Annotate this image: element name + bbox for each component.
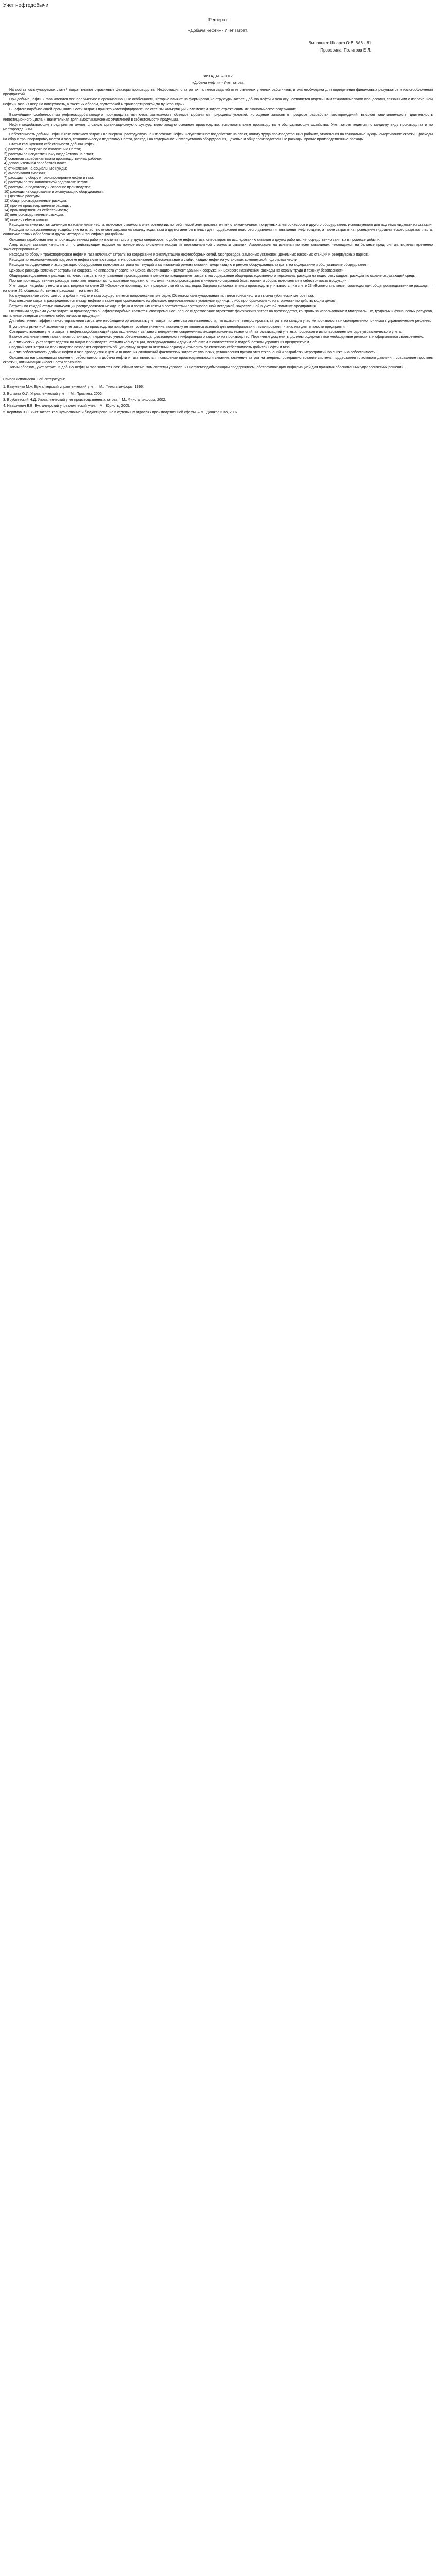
- references-list: [3, 385, 433, 414]
- paragraph: Расходы по сбору и транспортировке нефти и газа включают затраты на содержание и эксплуатацию нефтесборных сетей, газопроводов, замерных установок, дожимных насосных станций и резервуарных парков.: [9, 253, 369, 257]
- paragraph: Для обеспечения эффективного управления затратами необходимо организовать учет затрат по центрам ответственности, что позволяет контролировать затраты на каждом участке производства и своевременно принимать управленческие решения.: [9, 319, 431, 324]
- reference-item: 5. Керимов В.Э. Учет затрат, калькулирование и бюджетирование в отдельных отраслях производственной сферы. – М.: Дашков и Ко, 2007.: [3, 410, 239, 414]
- page-title: Учет нефтедобычи: [3, 3, 49, 8]
- paragraph: Калькулирование себестоимости добычи нефти и газа осуществляется попроцессным методом. Объектом калькулирования является тонна нефти и тысяча кубических метров газа.: [9, 294, 315, 298]
- paragraph: В нефтегазодобывающей промышленности затраты принято классифицировать по статьям калькуляции и элементам затрат, отражающим их экономическое содержание.: [9, 108, 298, 112]
- checker-name: Политова Е.Л.: [343, 48, 371, 53]
- city-year: ФИГАДАН – 2012: [203, 74, 233, 78]
- list-item: 11) цеховые расходы;: [4, 195, 41, 199]
- paragraph: Важное значение имеет правильная организация первичного учета, обеспечивающая достоверность информации о затратах на производство. Первичные документы должны содержать все необходимые реквизиты и оформляться своевременно.: [9, 335, 424, 339]
- list-item: 16) полная себестоимость.: [4, 218, 49, 222]
- author-name: Шпарко О.В. 8А6 - 81: [330, 41, 371, 46]
- paragraph: Комплексные затраты распределяются между нефтью и газом пропорционально их объемам, пересчитанным в условные единицы, либо пропорционально их стоимости по действующим ценам.: [9, 299, 337, 303]
- references: [3, 377, 433, 415]
- reference-item: 3. Врублевский Н.Д. Управленческий учет производственных затрат. – М.: Финстатинформ, 2002.: [3, 398, 166, 402]
- checker-line: [3, 48, 371, 53]
- paragraph: Расходы на содержание и эксплуатацию оборудования включают затраты на текущий и капитальный ремонт скважин, амортизацию и ремонт оборудования, затраты на содержание и обслуживание оборудования.: [9, 263, 369, 267]
- paragraph: Прочие производственные расходы включают платежи за пользование недрами, отчисления на воспроизводство минерально-сырьевой базы, налоги и сборы, включаемые в себестоимость продукции.: [9, 279, 348, 283]
- reference-item: 4. Ивашкевич В.Б. Бухгалтерский управленческий учет. – М.: Юристъ, 2005.: [3, 404, 130, 408]
- list-item: 4) дополнительная заработная плата;: [4, 162, 68, 166]
- intro-topic: «Добыча нефти» - Учет затрат.: [192, 81, 244, 85]
- paragraph: Нефтегазодобывающие предприятия имеют сложную организационную структуру, включающую основное производство, вспомогательные производства и обслуживающие хозяйства. Учет затрат ведется по каждому виду производства и по месторождениям.: [3, 123, 433, 131]
- list-item: 14) производственная себестоимость;: [4, 209, 68, 213]
- paragraph: Основными задачами учета затрат на производство в нефтегазодобыче являются: своевременное, полное и достоверное отражение фактических затрат на производство, контроль за использованием материальных, трудовых и финансовых ресурсов, выявление резервов снижения себестоимости продукции.: [3, 310, 433, 318]
- author-label: Выполнил:: [308, 41, 329, 46]
- list-item: 6) амортизация скважин;: [4, 171, 46, 175]
- cover-block: [3, 17, 433, 54]
- paragraph: При добыче нефти и газа имеются технологические и организационные особенности, которые влияют на формирование структуры затрат. Добыча нефти и газа осуществляется отдельными технологическими процессами, связанными с извлечением нефти и газа из недр на поверхность, а также их сбором, подготовкой и транспортировкой до пунктов сдачи.: [3, 98, 433, 107]
- signers: [3, 41, 433, 54]
- author-line: [3, 41, 371, 46]
- paragraph: Себестоимость добычи нефти и газа включает затраты на энергию, расходуемую на извлечение нефти, искусственное воздействие на пласт, оплату труда производственных рабочих, отчисления на социальные нужды, амортизацию скважин, расходы на сбор и транспортировку нефти и газа, технологическую подготовку нефти, расходы на содержание и эксплуатацию оборудования, цеховые и общепроизводственные расходы, прочие производственные расходы.: [3, 132, 433, 141]
- list-item: 15) внепроизводственные расходы;: [4, 213, 64, 217]
- intro-block: [3, 74, 433, 86]
- list-item: 8) расходы по технологической подготовке нефти;: [4, 180, 89, 184]
- paragraph: Важнейшими особенностями нефтегазодобывающего производства являются: зависимость объемов добычи от природных условий, истощение запасов в процессе разработки месторождений, высокая капиталоемкость, длительность инвестиционного цикла и значительная доля амортизационных отчислений в себестоимости продукции.: [3, 113, 433, 122]
- reference-item: 1. Бакуменко М.А. Бухгалтерский управленческий учет. – М.: Финстатинформ, 1996.: [3, 385, 144, 389]
- paragraph: На состав калькулируемых статей затрат влияют отраслевые факторы производства. Информация о затратах является задачей ответственных учетных работников, и она необходима для определения финансовых результатов и налогообложения предприятий.: [3, 88, 433, 97]
- list-item: 10) расходы на содержание и эксплуатацию оборудования;: [4, 190, 104, 194]
- paragraph: В условиях рыночной экономики учет затрат на производство приобретает особое значение, поскольку он является основой для ценообразования, планирования и анализа деятельности предприятия.: [9, 325, 348, 329]
- list-item: 7) расходы по сбору и транспортировке нефти и газа;: [4, 176, 94, 180]
- list-intro: Статьи калькуляции себестоимости добычи нефти:: [9, 143, 96, 147]
- checker-label: Проверила:: [320, 48, 343, 53]
- list-item: 9) расходы на подготовку и освоение производства;: [4, 185, 92, 189]
- paragraph: Таким образом, учет затрат на добычу нефти и газа является важнейшим элементом системы управления нефтегазодобывающим предприятием, обеспечивающим информацией для принятия обоснованных управленческих решений.: [9, 366, 405, 370]
- cover-topic: «Добыча нефти» - Учет затрат.: [188, 28, 248, 33]
- list-item: 13) прочие производственные расходы;: [4, 204, 71, 208]
- body-text: [3, 88, 433, 370]
- paragraph: Амортизация скважин начисляется по действующим нормам на полное восстановление исходя из первоначальной стоимости скважин. Амортизация начисляется по всем скважинам, числящимся на балансе предприятия, включая временно законсервированные.: [3, 243, 433, 252]
- paragraph: Общепроизводственные расходы включают затраты на управление производством в целом по предприятию, затраты на содержание общепроизводственного персонала, расходы на подготовку кадров, расходы по охране окружающей среды.: [9, 274, 417, 278]
- references-heading: Список использованной литературы:: [3, 378, 65, 382]
- list-item: 12) общепроизводственные расходы;: [4, 199, 67, 204]
- list-item: 5) отчисления на социальные нужды;: [4, 166, 67, 171]
- document-page: [0, 0, 436, 415]
- reference-item: 2. Волкова О.И. Управленческий учет. – М.: Проспект, 2006.: [3, 392, 103, 396]
- list-item: 1) расходы на энергию по извлечению нефти;: [4, 148, 81, 152]
- paragraph: Анализ себестоимости добычи нефти и газа проводится с целью выявления отклонений фактических затрат от плановых, установления причин этих отклонений и разработки мероприятий по снижению себестоимости.: [9, 351, 377, 355]
- paragraph: Цеховые расходы включают затраты на содержание аппарата управления цехов, амортизацию и ремонт зданий и сооружений цехового назначения, расходы на охрану труда и технику безопасности.: [9, 268, 345, 273]
- paragraph: Основными направлениями снижения себестоимости добычи нефти и газа являются: повышение производительности скважин, снижение затрат на энергию, совершенствование системы поддержания пластового давления, сокращение простоев скважин, оптимизация численности персонала.: [3, 356, 433, 365]
- paragraph: Аналитический учет затрат ведется по видам производств, статьям калькуляции, месторождениям и другим объектам в соответствии с потребностями управления предприятием.: [9, 340, 310, 344]
- list-item: 3) основная заработная плата производственных рабочих;: [4, 157, 103, 161]
- paragraph: Затраты по каждой статье калькуляции распределяются между нефтью и попутным газом в соответствии с установленной методикой, закрепленной в учетной политике предприятия.: [9, 304, 317, 309]
- cover-kind: Реферат: [208, 17, 228, 22]
- paragraph: Основная заработная плата производственных рабочих включает оплату труда операторов по добыче нефти и газа, операторов по исследованию скважин и других рабочих, непосредственно занятых в процессе добычи.: [9, 238, 381, 242]
- paragraph: Совершенствование учета затрат в нефтегазодобывающей промышленности связано с внедрением современных информационных технологий, автоматизацией учетных процессов и использованием методов управленческого учета.: [9, 330, 402, 334]
- paragraph: Расходы на энергию, затраченную на извлечение нефти, включают стоимость электроэнергии, потребляемой электродвигателями станков-качалок, погружных электронасосов и другого оборудования, используемого для подъема жидкости из скважин.: [9, 223, 433, 227]
- paragraph: Расходы по технологической подготовке нефти включают затраты на обезвоживание, обессоливание и стабилизацию нефти на установках комплексной подготовки нефти.: [9, 258, 299, 262]
- list-item: 2) расходы по искусственному воздействию на пласт;: [4, 152, 95, 157]
- paragraph: Учет затрат на добычу нефти и газа ведется на счете 20 «Основное производство» в разрезе статей калькуляции. Затраты вспомогательных производств учитываются на счете 23 «Вспомогательные производства», общепроизводственные расходы — на счете 25, общехозяйственные расходы — на счете 26.: [3, 284, 433, 293]
- paragraph: Расходы по искусственному воздействию на пласт включают затраты на закачку воды, газа и других агентов в пласт для поддержания пластового давления и повышения нефтеотдачи, а также затраты на проведение гидравлического разрыва пласта, солянокислотных обработок и других методов интенсификации добычи.: [3, 228, 433, 236]
- paragraph: Сводный учет затрат на производство позволяет определить общую сумму затрат за отчетный период и исчислить фактическую себестоимость добытой нефти и газа.: [9, 345, 291, 349]
